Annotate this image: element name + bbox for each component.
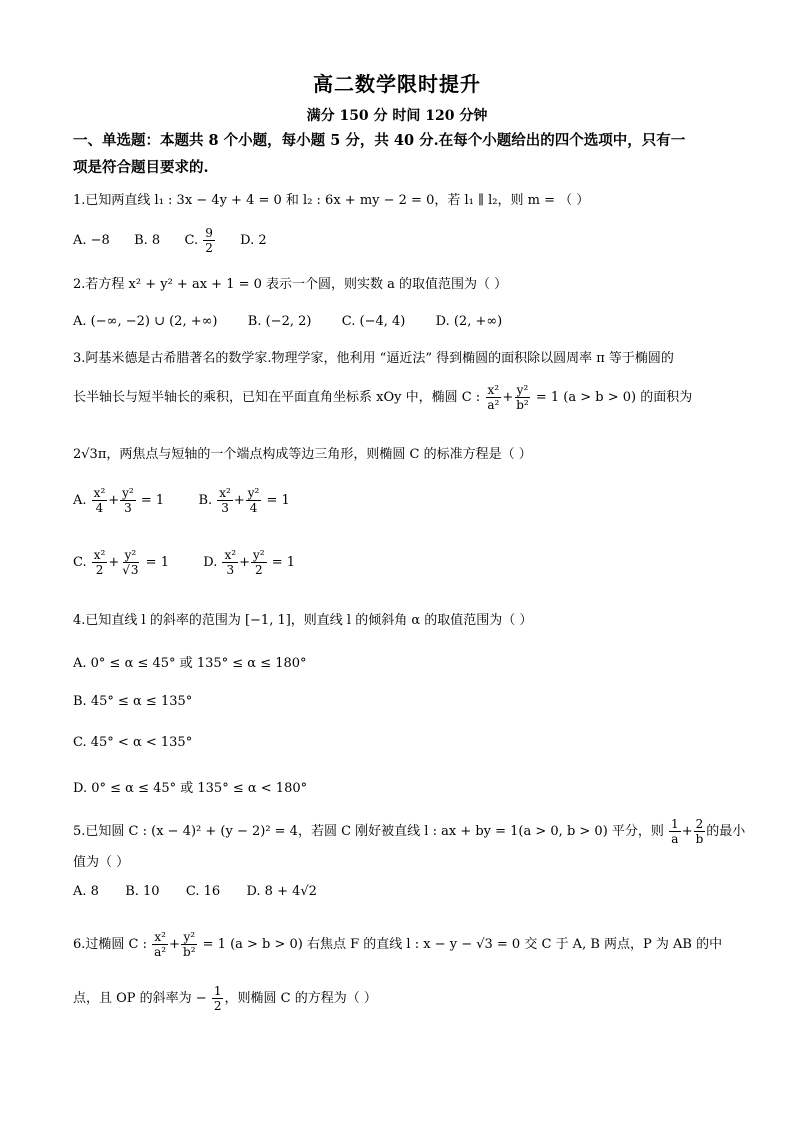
q5-line1: 5.已知圆 C : (x − 4)² + (y − 2)² = 4，若圆 C 刚好被直线 l : ax + by = 1(a > 0, b > 0) 平分，则 $\frac{1}{a}$ + $\frac{2}{b}$ 的最小	[73, 817, 746, 846]
page-subtitle: 满分 150 分 时间 120 分钟	[306, 108, 488, 124]
q3-option-d-x: $\frac{\text{x²}}{3}$	[224, 548, 237, 577]
q5-fraction-2-over-b: $\frac{2}{b}$	[695, 817, 704, 846]
q3-option-a-y: $\frac{\text{y²}}{3}$	[122, 486, 134, 515]
q1-option-c-num: 9	[205, 226, 213, 240]
q6-ellipse-x-fraction: $\frac{\text{x²}}{\text{a²}}$	[154, 930, 167, 959]
q3-option-b-x: $\frac{\text{x²}}{3}$	[219, 486, 231, 515]
q6-ellipse-y-fraction: $\frac{\text{y²}}{\text{b²}}$	[183, 930, 196, 959]
q5-option-a: A. 8	[73, 884, 99, 899]
q1-option-b: B. 8	[134, 233, 161, 248]
q6-line1: 6.过椭圆 C : $\frac{\text{x²}}{\text{a²}}$ + $\frac{\text{y²}}{\text{b²}}$ = 1 (a > b > 0) 右焦点 F 的直线 l : x − y − √3 = 0 交 C 于 A, B 两点，P 为 AB 的中	[73, 930, 723, 959]
q4-stem: 4.已知直线 l 的斜率的范围为 [−1, 1]，则直线 l 的倾斜角 α 的取值范围为（ ）	[73, 613, 533, 628]
q1-option-c-label: C.	[184, 233, 199, 248]
q5-line2: 值为（ ）	[73, 855, 130, 870]
q3-option-a-label: A.	[73, 493, 87, 508]
q1-option-c-fraction	[203, 226, 215, 255]
page-title: 高二数学限时提升	[313, 72, 481, 96]
q3-line1: 3.阿基米德是古希腊著名的数学家.物理学家，他利用 “逼近法” 得到椭圆的面积除以圆周率 π 等于椭圆的	[73, 351, 674, 366]
q1-option-c-den: 2	[205, 241, 213, 255]
q2-option-d: D. (2, +∞)	[435, 314, 503, 329]
q6-line1-a: 6.过椭圆 C :	[73, 937, 147, 952]
q2-stem: 2.若方程 x² + y² + ax + 1 = 0 表示一个圆，则实数 a 的取值范围为（ ）	[73, 277, 508, 292]
q5-line1-a: 5.已知圆 C : (x − 4)² + (y − 2)² = 4，若圆 C 刚好被直线 l : ax + by = 1(a > 0, b > 0) 平分，则	[73, 824, 664, 839]
q3-option-d-y: $\frac{\text{y²}}{2}$	[252, 548, 265, 577]
q2-option-c: C. (−4, 4)	[341, 314, 406, 329]
q3-line3-text: ，两焦点与短轴的一个端点构成等边三角形，则椭圆 C 的标准方程是（ ）	[106, 447, 532, 462]
q1-stem: 1.已知两直线 l₁ : 3x − 4y + 4 = 0 和 l₂ : 6x + my − 2 = 0，若 l₁ ∥ l₂，则 m = （ ）	[73, 193, 590, 208]
q4-option-c: C. 45° < α < 135°	[73, 735, 193, 750]
section-heading-line1: 一、单选题：本题共 8 个小题，每小题 5 分，共 40 分.在每个小题给出的四个选项中，只有一	[73, 132, 686, 149]
q3-line2: 长半轴长与短半轴长的乘积，已知在平面直角坐标系 xOy 中，椭圆 C : $\frac{\text{x²}}{\text{a²}}$ + $\frac{\text{y²}}{\text{b²}}$ = 1 (a > b > 0) 的面积为	[73, 383, 693, 412]
q3-option-c-x: $\frac{\text{x²}}{2}$	[93, 548, 106, 577]
q6-line2	[73, 984, 377, 1013]
q3-line2-b: (a > b > 0) 的面积为	[563, 390, 693, 405]
q3-option-a-x: $\frac{\text{x²}}{4}$	[93, 486, 106, 515]
q6-line2-b: ，则椭圆 C 的方程为（ ）	[224, 991, 377, 1006]
q6-line1-b: (a > b > 0) 右焦点 F 的直线 l : x − y − √3 = 0 交 C 于 A, B 两点，P 为 AB 的中	[230, 937, 723, 952]
q3-line2-a: 长半轴长与短半轴长的乘积，已知在平面直角坐标系 xOy 中，椭圆 C :	[73, 390, 481, 405]
q3-option-c-label: C.	[73, 555, 87, 570]
q6-slope-fraction: $\frac{1}{2}$	[213, 984, 222, 1013]
q1-options	[73, 226, 267, 255]
q3-option-b-y: $\frac{\text{y²}}{4}$	[247, 486, 260, 515]
q5-line1-b: 的最小	[706, 824, 746, 839]
q1-option-d: D. 2	[240, 233, 267, 248]
q3-area-value: 2√3π	[73, 447, 107, 462]
q3-ellipse-y-fraction: $\frac{\text{y²}}{\text{b²}}$	[516, 383, 529, 412]
q4-option-d: D. 0° ≤ α ≤ 45° 或 135° ≤ α < 180°	[73, 781, 308, 796]
q5-option-b: B. 10	[125, 884, 160, 899]
q3-option-b-label: B.	[198, 493, 213, 508]
q3-ellipse-x-fraction: $\frac{\text{x²}}{\text{a²}}$	[487, 383, 500, 412]
q5-fraction-1-over-a: $\frac{1}{a}$	[671, 817, 679, 846]
q1-option-a: A. −8	[73, 233, 110, 248]
q2-options	[73, 314, 502, 329]
q5-options	[73, 884, 317, 899]
section-heading-line2: 项是符合题目要求的.	[73, 159, 209, 176]
q3-options-row1: A. $\frac{\text{x²}}{4}$ + $\frac{\text{y²}}{3}$ = 1 B. $\frac{\text{x²}}{3}$ + $\frac{\text{y²}}{4}$ = 1	[73, 486, 290, 515]
q4-option-b: B. 45° ≤ α ≤ 135°	[73, 694, 193, 709]
section-heading	[73, 127, 723, 181]
q4-option-a: A. 0° ≤ α ≤ 45° 或 135° ≤ α ≤ 180°	[73, 656, 307, 671]
q3-option-c-y: $\frac{\text{y²}}{√3}$	[122, 548, 139, 577]
q5-option-c: C. 16	[185, 884, 221, 899]
q2-option-b: B. (−2, 2)	[247, 314, 312, 329]
q3-options-row2: C. $\frac{\text{x²}}{2}$ + $\frac{\text{y²}}{√3}$ = 1 D. $\frac{\text{x²}}{3}$ + $\frac{\text{y²}}{2}$ = 1	[73, 548, 295, 577]
q6-line2-a: 点，且 OP 的斜率为 −	[73, 991, 207, 1006]
q1-option-c	[184, 226, 215, 255]
q5-option-d: D. 8 + 4√2	[246, 884, 317, 899]
q3-option-d-label: D.	[203, 555, 218, 570]
q2-option-a: A. (−∞, −2) ∪ (2, +∞)	[73, 314, 218, 329]
q3-line3	[73, 443, 532, 462]
